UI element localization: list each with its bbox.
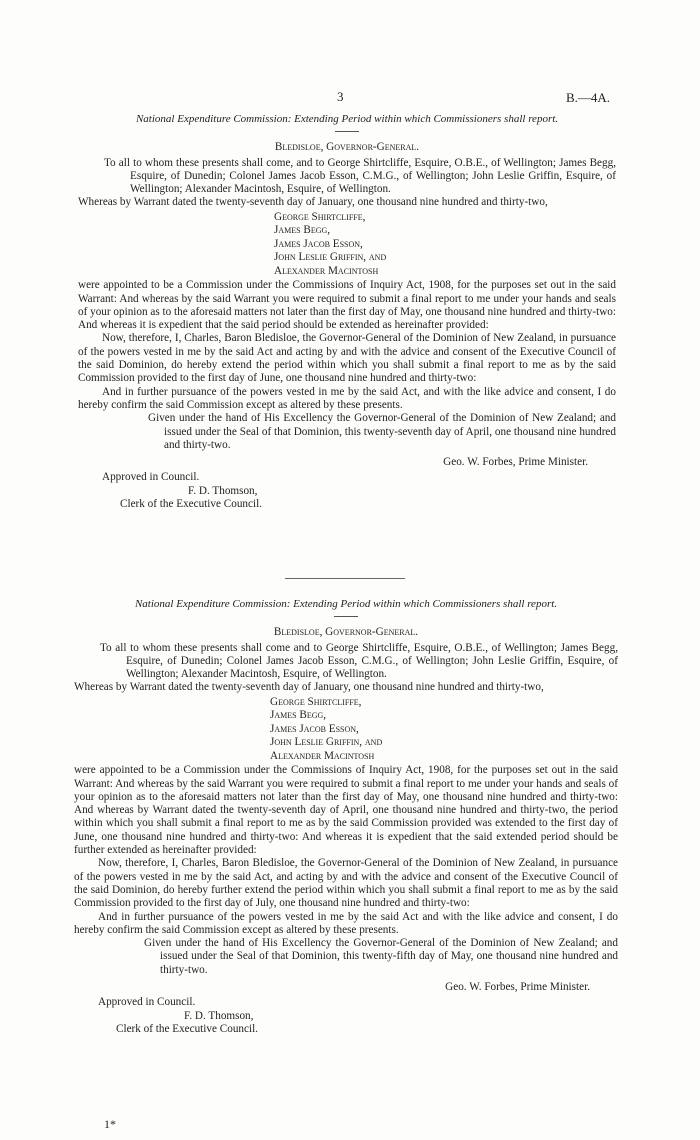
address-paragraph: To all to whom these presents shall come, and to George Shirtcliffe, Esquire, O.B.E., of Wellington; James Begg, Esquire, of Dunedin; Colonel James Jacob Esson, C.M.G., of Wellington; John Leslie Griffin, Esquire, of Wellington; Alexander Macintosh, Esquire, of Wellington. [104,156,616,196]
commissioner-name: James Begg, [274,224,331,237]
approved-line: Approved in Council. [102,471,200,484]
proclamation-1 [78,113,616,511]
commissioner-name: Alexander Macintosh [274,264,379,277]
clerk-title: Clerk of the Executive Council. [120,498,262,511]
governor-line: Bledisloe, Governor-General. [273,626,419,639]
body-paragraph: were appointed to be a Commission under the Commissions of Inquiry Act, 1908, for the purposes set out in the said Warrant: And whereas by the said Warrant you were required to submit a final report to me under your hands and seals of your opinion as to the aforesaid matters not later than the first day of May, one thousand nine hundred and thirty-two: And whereas by Warrant dated the twenty-seventh day of April, one thousand nine hundred and thirty-two, the period within which you shall submit a final report to me as by the said Commission provided was extended to the first day of June, one thousand nine hundred and thirty-two: And whereas it is expedient that the said extended period should be further extended as hereinafter provided: [74,764,618,857]
commissioner-names [74,696,618,764]
clerk-name: F. D. Thomson, [188,484,258,497]
commissioner-name: James Begg, [270,709,327,722]
heading-rule [335,131,359,132]
commissioner-name: George Shirtcliffe, [270,695,362,708]
given-paragraph: Given under the hand of His Excellency the Governor-General of the Dominion of New Zealand; and issued under the Seal of that Dominion, this twenty-fifth day of May, one thousand nine hundred and thirty-two. [144,937,618,976]
whereas-paragraph: Whereas by Warrant dated the twenty-seventh day of January, one thousand nine hundred and thirty-two, [78,196,548,209]
body-paragraph: And in further pursuance of the powers vested in me by the said Act, and with the like advice and consent, I do hereby confirm the said Commission except as altered by these presents. [78,385,616,411]
commissioner-name: John Leslie Griffin, and [274,251,387,264]
signature-mark: 1* [104,1117,116,1131]
document-reference: B.—4A. [566,90,611,105]
body-paragraph: And in further pursuance of the powers vested in me by the said Act and with the like advice and consent, I do hereby confirm the said Commission except as altered by these presents. [74,910,618,936]
page-number: 3 [337,89,344,104]
clerk-title: Clerk of the Executive Council. [116,1022,258,1035]
commissioner-name: James Jacob Esson, [270,722,359,735]
section-divider [285,578,405,579]
address-paragraph: To all to whom these presents shall come and to George Shirtcliffe, Esquire, O.B.E., of Wellington; James Begg, Esquire, of Dunedin; Colonel James Jacob Esson, C.M.G., of Wellington; John Leslie Griffin, Esquire, of Wellington; Alexander Macintosh, Esquire, of Wellington. [100,641,618,681]
commissioner-names [78,211,616,279]
commissioner-name: John Leslie Griffin, and [270,736,383,749]
commissioner-name: James Jacob Esson, [274,237,363,250]
whereas-paragraph: Whereas by Warrant dated the twenty-seventh day of January, one thousand nine hundred and thirty-two, [74,681,544,694]
heading-rule [334,616,358,617]
body-paragraph: were appointed to be a Commission under the Commissions of Inquiry Act, 1908, for the purposes set out in the said Warrant: And whereas by the said Warrant you were required to submit a final report to me under your hands and seals of your opinion as to the aforesaid matters not later than the first day of May, one thousand nine hundred and thirty-two: And whereas it is expedient that the said period should be extended as hereinafter provided: [78,279,617,332]
commissioner-name: Alexander Macintosh [270,749,375,762]
given-paragraph: Given under the hand of His Excellency the Governor-General of the Dominion of New Zealand; and issued under the Seal of that Dominion, this twenty-seventh day of April, one thousand nine hundred and thirty-two. [148,412,616,451]
clerk-name: F. D. Thomson, [184,1009,254,1022]
governor-line: Bledisloe, Governor-General. [274,141,420,154]
body-paragraph: Now, therefore, I, Charles, Baron Bledisloe, the Governor-General of the Dominion of New Zealand, in pursuance of the powers vested in me by the said Act, and acting by and with the advice and consent of the Executive Council of the said Dominion, do hereby further extend the period within which you shall submit a final report to me as by the said Commission provided to the first day of July, one thousand nine hundred and thirty-two: [74,857,618,910]
prime-minister-signature: Geo. W. Forbes, Prime Minister. [443,456,588,469]
section-heading: National Expenditure Commission: Extending Period within which Commissioners shall report. [135,113,559,125]
proclamation-2 [74,598,618,1036]
commissioner-name: George Shirtcliffe, [274,210,366,223]
section-heading: National Expenditure Commission: Extending Period within which Commissioners shall report. [134,598,558,610]
approved-line: Approved in Council. [98,996,196,1009]
prime-minister-signature: Geo. W. Forbes, Prime Minister. [445,981,590,994]
body-paragraph: Now, therefore, I, Charles, Baron Bledisloe, the Governor-General of the Dominion of New Zealand, in pursuance of the powers vested in me by the said Act and acting by and with the advice and consent of the Executive Council of the said Dominion, do hereby extend the period within which you shall submit a final report to me as by the said Commission provided to the first day of June, one thousand nine hundred and thirty-two: [78,332,616,385]
